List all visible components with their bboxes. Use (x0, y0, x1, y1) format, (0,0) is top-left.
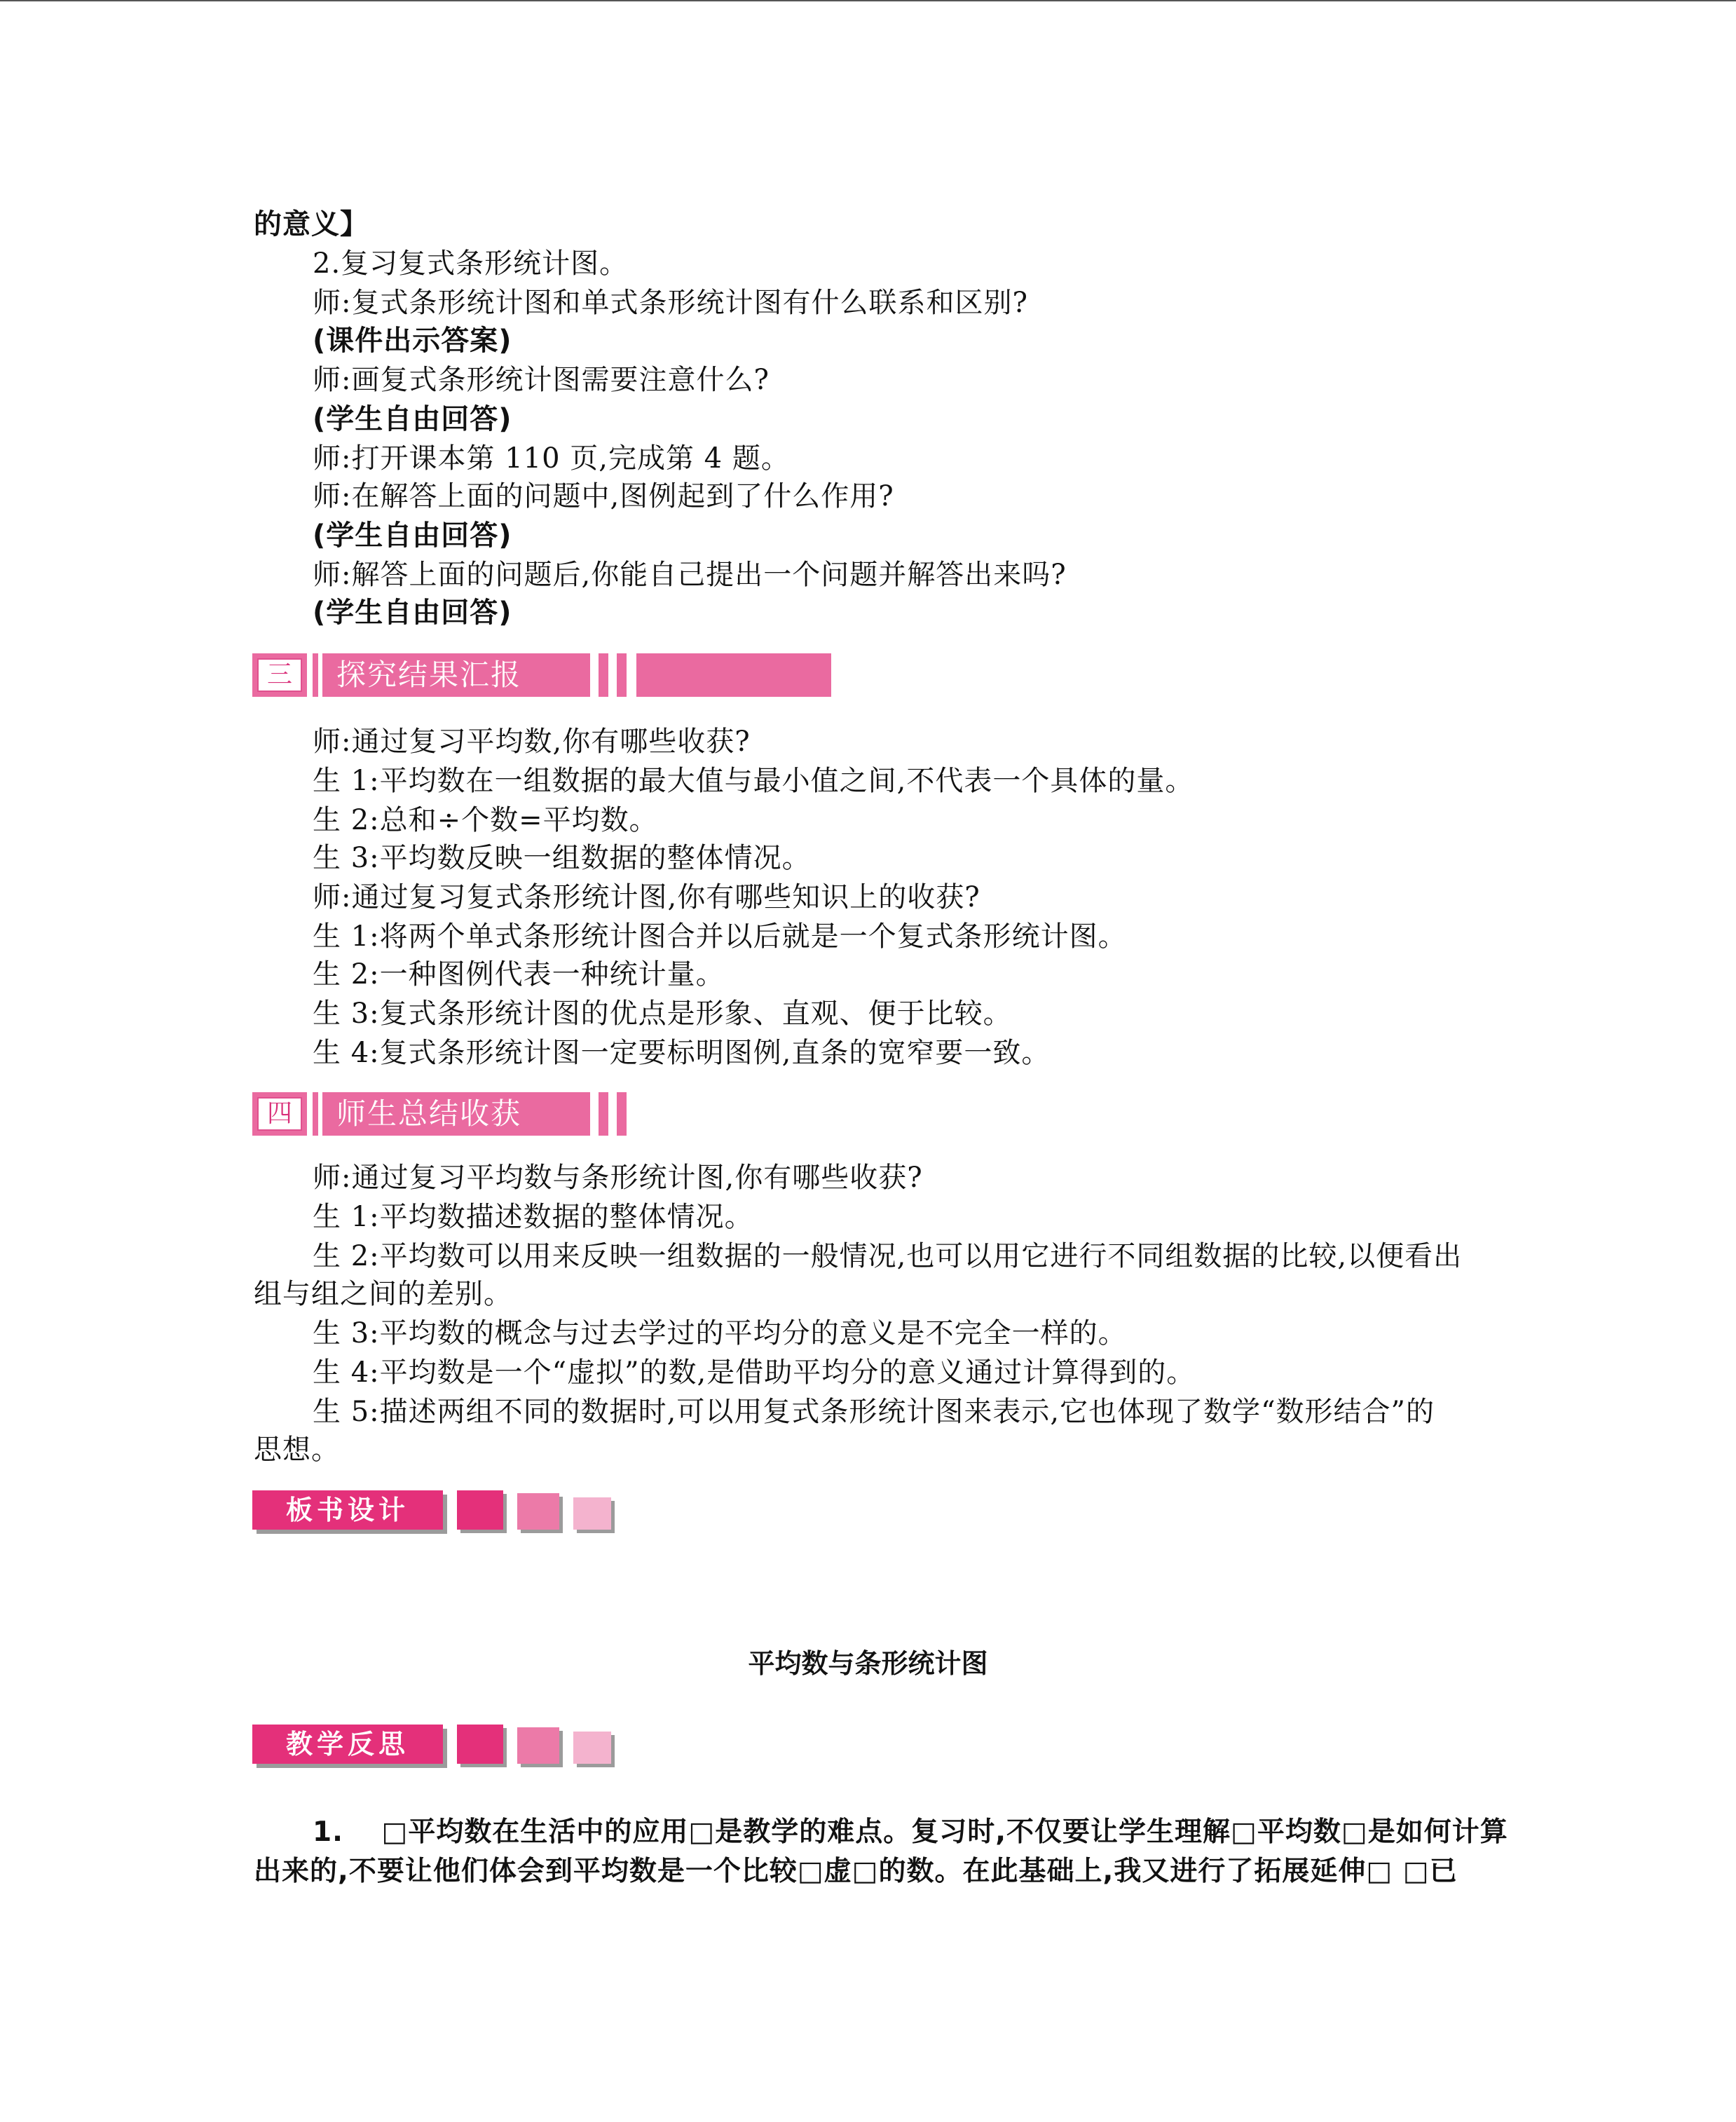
text-line: 生 2:总和÷个数=平均数。 (313, 804, 658, 836)
board-design-title: 平均数与条形统计图 (748, 1648, 988, 1679)
banner-gap (608, 653, 617, 697)
text-line: (学生自由回答) (313, 403, 512, 435)
banner-gap (627, 653, 636, 697)
text-line: 师:打开课本第 110 页,完成第 4 题。 (313, 442, 790, 475)
text-line: 生 2:一种图例代表一种统计量。 (313, 958, 725, 991)
banner-stripe (313, 653, 318, 697)
decor-square (517, 1727, 559, 1764)
text-line: 出来的,不要让他们体会到平均数是一个比较□虚□的数。在此基础上,我又进行了拓展延伸□ □已 (254, 1856, 1458, 1887)
board-design-label: 板书设计 (252, 1490, 443, 1530)
text-line: (学生自由回答) (313, 519, 512, 552)
section-number-badge (252, 653, 307, 697)
text-line: 师:在解答上面的问题中,图例起到了什么作用? (313, 480, 894, 512)
text-line: 2.复习复式条形统计图。 (313, 247, 629, 280)
board-design-banner (252, 1490, 617, 1535)
banner-gap (608, 1092, 617, 1136)
text-line: 师:画复式条形统计图需要注意什么? (313, 364, 770, 396)
text-line: 组与组之间的差别。 (254, 1278, 512, 1310)
text-line: 生 5:描述两组不同的数据时,可以用复式条形统计图来表示,它也体现了数学“数形结合”的 (313, 1396, 1435, 1428)
section-banner-4 (252, 1092, 636, 1136)
section-title: 师生总结收获 (336, 1096, 522, 1131)
text-line: 师:解答上面的问题后,你能自己提出一个问题并解答出来吗? (313, 559, 1067, 591)
text-line: 生 1:将两个单式条形统计图合并以后就是一个复式条形统计图。 (313, 920, 1127, 953)
teaching-reflection-label: 教学反思 (252, 1725, 443, 1764)
text-line: 生 1:平均数描述数据的整体情况。 (313, 1201, 753, 1233)
document-page (0, 1, 1736, 2122)
decor-square (573, 1732, 611, 1764)
text-line: 生 3:平均数反映一组数据的整体情况。 (313, 842, 811, 874)
text-line: (学生自由回答) (313, 597, 512, 629)
section-title: 探究结果汇报 (336, 658, 522, 692)
text-line: 生 3:平均数的概念与过去学过的平均分的意义是不完全一样的。 (313, 1317, 1127, 1349)
section-banner-3 (252, 653, 636, 697)
text-line: 师:通过复习平均数与条形统计图,你有哪些收获? (313, 1162, 923, 1194)
teaching-reflection-banner (252, 1725, 617, 1769)
text-line: 师:通过复习复式条形统计图,你有哪些知识上的收获? (313, 881, 980, 913)
decor-square (457, 1725, 503, 1764)
text-line: 生 3:复式条形统计图的优点是形象、直观、便于比较。 (313, 998, 1012, 1030)
text-line: 师:通过复习平均数,你有哪些收获? (313, 726, 751, 758)
text-line: 生 4:平均数是一个“虚拟”的数,是借助平均分的意义通过计算得到的。 (313, 1356, 1196, 1389)
text-line: 1. □平均数在生活中的应用□是教学的难点。复习时,不仅要让学生理解□平均数□是如何计算 (313, 1816, 1508, 1848)
section-number: 四 (257, 1097, 302, 1131)
banner-stripe (313, 1092, 318, 1136)
section-number: 三 (257, 658, 302, 692)
text-line: 生 1:平均数在一组数据的最大值与最小值之间,不代表一个具体的量。 (313, 765, 1194, 797)
decor-square (517, 1493, 559, 1530)
text-line: (课件出示答案) (313, 325, 512, 357)
section-number-badge (252, 1092, 307, 1136)
decor-square (573, 1497, 611, 1530)
text-line: 师:复式条形统计图和单式条形统计图有什么联系和区别? (313, 287, 1028, 319)
banner-gap (590, 1092, 599, 1136)
text-line: 的意义】 (254, 208, 369, 240)
text-line: 生 2:平均数可以用来反映一组数据的一般情况,也可以用它进行不同组数据的比较,以便看出 (313, 1240, 1463, 1272)
banner-gap (627, 1092, 636, 1136)
text-line: 思想。 (254, 1434, 340, 1466)
decor-square (457, 1490, 503, 1530)
banner-gap (590, 653, 599, 697)
text-line: 生 4:复式条形统计图一定要标明图例,直条的宽窄要一致。 (313, 1037, 1051, 1069)
